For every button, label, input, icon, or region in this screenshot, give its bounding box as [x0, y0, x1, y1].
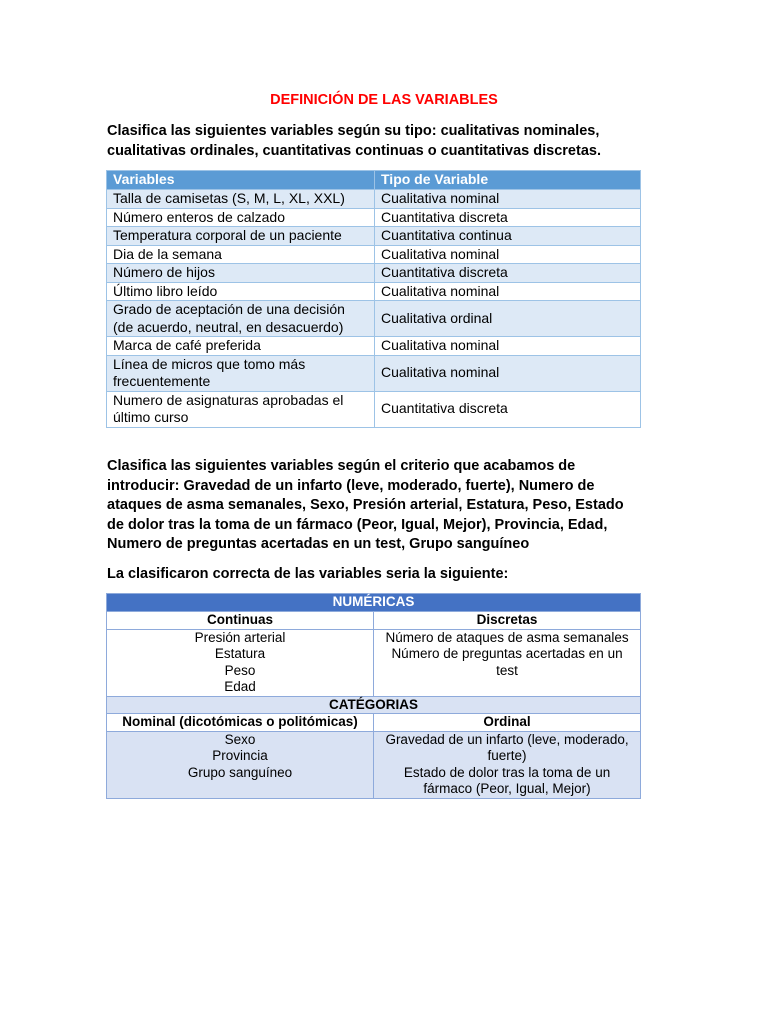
list-item: fuerte): [487, 748, 527, 763]
tipo-cell: Cuantitativa continua: [375, 227, 641, 246]
variable-cell: [107, 227, 375, 246]
text-line: Clasifica las siguientes variables según el criterio que acabamos de: [107, 458, 576, 474]
variable-cell: [107, 301, 375, 337]
tipo-cell: Cualitativa nominal: [375, 355, 641, 391]
list-item: test: [496, 662, 518, 678]
text-line: de dolor tras la toma de un fármaco (Peor, Igual, Mejor), Provincia, Edad,: [107, 516, 608, 533]
column-header-variables: Variables: [107, 171, 375, 190]
variable-text: Número de hijos: [113, 264, 215, 280]
variable-cell: [107, 208, 375, 227]
nominal-header: Nominal (dicotómicas o politómicas): [107, 714, 374, 732]
text-line: ataques de asma semanales, Sexo, Presión arterial, Estatura, Peso, Estado: [107, 497, 624, 513]
variable-cell: [107, 190, 375, 209]
variable-text: Línea de micros que tomo más: [113, 355, 306, 372]
tipo-cell: Cualitativa nominal: [375, 245, 641, 264]
classification-table: [106, 593, 641, 799]
list-item: Gravedad de un infarto (leve, moderado,: [385, 731, 629, 747]
list-item: Grupo sanguíneo: [187, 764, 293, 780]
list-item: Presión arterial: [194, 629, 286, 645]
variable-text: Dia de la semana: [113, 245, 222, 262]
ordinal-cell: [374, 731, 641, 798]
instruction-paragraph-2: [107, 457, 667, 555]
list-item: Provincia: [212, 748, 268, 763]
variable-cell: [107, 355, 375, 391]
variable-text: Numero de asignaturas aprobadas el: [113, 391, 344, 408]
tipo-cell: Cuantitativa discreta: [375, 264, 641, 283]
variable-text: Temperatura corporal de un paciente: [113, 227, 342, 243]
table-header-row: [107, 171, 641, 190]
table-row: [107, 208, 641, 227]
variable-cell: [107, 337, 375, 356]
variables-type-table: [106, 170, 641, 428]
table-row: [107, 282, 641, 301]
table-row: [107, 190, 641, 209]
ordinal-header: Ordinal: [374, 714, 641, 732]
table-row: [107, 264, 641, 283]
table-row: [107, 227, 641, 246]
page-title: DEFINICIÓN DE LAS VARIABLES: [270, 92, 498, 108]
table-row: [107, 337, 641, 356]
variable-cell: [107, 245, 375, 264]
instruction-paragraph-3: La clasificaron correcta de las variables seria la siguiente:: [107, 566, 509, 582]
text-line: Numero de preguntas acertadas en un test, Grupo sanguíneo: [107, 536, 530, 552]
discretas-header: Discretas: [374, 612, 641, 630]
text-line: introducir: Gravedad de un infarto (leve, moderado, fuerte), Numero de: [107, 477, 595, 494]
table-row: [107, 301, 641, 337]
variable-text: Número enteros de calzado: [113, 208, 285, 225]
list-item: Peso: [224, 662, 256, 678]
list-item: fármaco (Peor, Igual, Mejor): [423, 781, 591, 796]
list-item: Estado de dolor tras la toma de un: [403, 764, 611, 780]
table-row: [107, 355, 641, 391]
tipo-cell: Cualitativa nominal: [375, 282, 641, 301]
table-row: [107, 245, 641, 264]
tipo-cell: Cualitativa nominal: [375, 337, 641, 356]
instruction-paragraph-1: [107, 122, 667, 161]
categorias-band: CATÉGORIAS: [107, 696, 641, 714]
list-item: Sexo: [224, 731, 256, 747]
tipo-cell: Cuantitativa discreta: [375, 208, 641, 227]
variable-text: Último libro leído: [113, 282, 218, 299]
list-item: Estatura: [214, 646, 266, 661]
variable-text: Talla de camisetas (S, M, L, XL, XXL): [113, 190, 345, 206]
text-line: Clasifica las siguientes variables según su tipo: cualitativas nominales,: [107, 123, 600, 139]
continuas-cell: [107, 629, 374, 696]
tipo-cell: Cualitativa ordinal: [375, 301, 641, 337]
tipo-cell: Cuantitativa discreta: [375, 391, 641, 427]
list-item: Edad: [224, 679, 256, 694]
variable-cell: [107, 282, 375, 301]
tipo-cell: Cualitativa nominal: [375, 190, 641, 209]
variable-text: (de acuerdo, neutral, en desacuerdo): [113, 318, 344, 335]
discretas-cell: [374, 629, 641, 696]
numericas-band: NUMÉRICAS: [107, 594, 641, 612]
list-item: Número de ataques de asma semanales: [385, 629, 629, 645]
variable-text: último curso: [113, 409, 189, 425]
list-item: Número de preguntas acertadas en un: [391, 646, 623, 661]
variable-text: Grado de aceptación de una decisión: [113, 301, 345, 317]
continuas-header: Continuas: [107, 612, 374, 630]
nominal-cell: [107, 731, 374, 798]
variable-text: Marca de café preferida: [113, 337, 261, 353]
table-row: [107, 391, 641, 427]
text-line: cualitativas ordinales, cuantitativas continuas o cuantitativas discretas.: [107, 142, 601, 159]
variable-text: frecuentemente: [113, 373, 211, 389]
variable-cell: [107, 391, 375, 427]
variable-cell: [107, 264, 375, 283]
column-header-tipo: Tipo de Variable: [375, 171, 641, 190]
